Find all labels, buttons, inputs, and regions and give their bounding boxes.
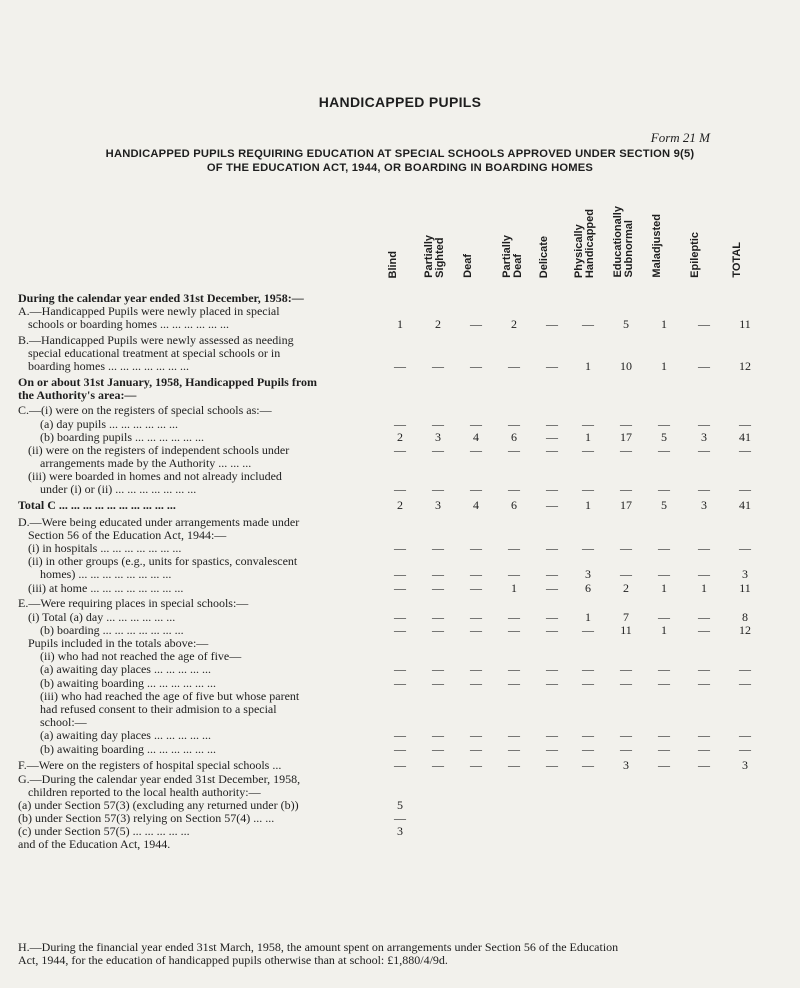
row-label: Section 56 of the Education Act, 1944:— (28, 528, 227, 542)
column-header: Blind (387, 250, 399, 278)
table-cell: — (432, 742, 444, 756)
table-cell: — (658, 482, 670, 496)
table-cell: — (508, 359, 520, 373)
table-cell: 11 (739, 317, 751, 331)
table-cell: — (432, 541, 444, 555)
table-cell: 1 (661, 581, 667, 595)
table-cell: 3 (701, 430, 707, 444)
row-label: had refused consent to their admision to a special (40, 702, 277, 716)
row-label: (iii) who had reached the age of five but whose parent (40, 689, 300, 703)
table-cell: — (394, 742, 406, 756)
row-label: During the calendar year ended 31st December, 1958:— (18, 291, 304, 305)
table-cell: — (432, 662, 444, 676)
row-label: C.—(i) were on the registers of special schools as:— (18, 403, 272, 417)
table-cell: — (739, 662, 751, 676)
table-cell: 1 (397, 317, 403, 331)
row-label: (b) boarding pupils ... ... ... ... ... ... (40, 430, 204, 444)
table-cell: — (470, 359, 482, 373)
table-cell: — (582, 541, 594, 555)
table-cell: — (432, 676, 444, 690)
table-cell: — (698, 317, 710, 331)
table-cell: 3 (701, 498, 707, 512)
table-cell: 1 (661, 623, 667, 637)
table-cell: 41 (739, 498, 751, 512)
table-cell: — (546, 359, 558, 373)
table-cell: 6 (585, 581, 591, 595)
table-cell: 1 (585, 359, 591, 373)
row-label: D.—Were being educated under arrangements made under (18, 515, 300, 529)
row-label: B.—Handicapped Pupils were newly assessed as needing (18, 333, 294, 347)
table-cell: 1 (661, 317, 667, 331)
table-cell: — (698, 758, 710, 772)
table-cell: — (432, 443, 444, 457)
table-cell: — (432, 581, 444, 595)
table-cell: — (698, 359, 710, 373)
row-label: E.—Were requiring places in special schools:— (18, 596, 249, 610)
table-cell: 12 (739, 623, 751, 637)
table-cell: — (582, 728, 594, 742)
table-cell: — (698, 728, 710, 742)
table-cell: — (546, 623, 558, 637)
table-cell: 12 (739, 359, 751, 373)
footer-line-1: H.—During the financial year ended 31st March, 1958, the amount spent on arrangements under Section 56 of the Education (18, 940, 619, 954)
section-g-value: 3 (397, 824, 403, 838)
column-header: Physically Handicapped (573, 208, 596, 278)
table-cell: — (620, 417, 632, 431)
table-cell: — (582, 317, 594, 331)
table-cell: — (698, 482, 710, 496)
row-label: A.—Handicapped Pupils were newly placed in special (18, 304, 280, 318)
table-cell: — (739, 742, 751, 756)
table-cell: — (394, 417, 406, 431)
row-label: (iii) at home ... ... ... ... ... ... ... ... (28, 581, 184, 595)
table-cell: — (620, 443, 632, 457)
table-cell: 1 (661, 359, 667, 373)
table-cell: — (546, 676, 558, 690)
table-cell: 1 (701, 581, 707, 595)
table-cell: 1 (511, 581, 517, 595)
table-cell: — (739, 482, 751, 496)
table-cell: 11 (620, 623, 632, 637)
table-cell: — (546, 417, 558, 431)
table-cell: — (698, 567, 710, 581)
table-cell: 7 (623, 610, 629, 624)
table-cell: — (546, 728, 558, 742)
row-label: (b) awaiting boarding ... ... ... ... ... ... (40, 742, 216, 756)
table-cell: — (698, 443, 710, 457)
table-cell: — (620, 482, 632, 496)
table-cell: — (546, 541, 558, 555)
table-cell: 3 (585, 567, 591, 581)
table-cell: — (739, 541, 751, 555)
row-label: Pupils included in the totals above:— (28, 636, 209, 650)
table-cell: — (658, 728, 670, 742)
table-cell: — (739, 417, 751, 431)
table-cell: — (658, 758, 670, 772)
row-label: (a) awaiting day places ... ... ... ... ... (40, 728, 211, 742)
table-cell: — (432, 610, 444, 624)
table-cell: — (620, 676, 632, 690)
table-cell: — (546, 758, 558, 772)
table-cell: 4 (473, 430, 479, 444)
row-label: (i) Total (a) day ... ... ... ... ... ... (28, 610, 176, 624)
table-cell: 5 (623, 317, 629, 331)
page-heading: HANDICAPPED PUPILS (318, 94, 482, 110)
table-cell: — (470, 742, 482, 756)
row-label: special educational treatment at special schools or in (28, 346, 281, 360)
column-header: Maladjusted (651, 214, 663, 278)
row-label: (b) under Section 57(3) relying on Section 57(4) ... ... (18, 811, 275, 825)
row-label: boarding homes ... ... ... ... ... ... ... (28, 359, 189, 373)
table-cell: — (432, 728, 444, 742)
row-label: G.—During the calendar year ended 31st December, 1958, (18, 772, 301, 786)
table-cell: 10 (620, 359, 632, 373)
table-cell: — (658, 567, 670, 581)
table-cell: 1 (585, 498, 591, 512)
row-label: (a) under Section 57(3) (excluding any returned under (b)) (18, 798, 299, 812)
table-cell: — (508, 417, 520, 431)
table-cell: — (470, 482, 482, 496)
table-cell: — (698, 610, 710, 624)
table-cell: — (508, 610, 520, 624)
table-cell: — (470, 610, 482, 624)
column-header: Delicate (538, 235, 550, 278)
table-cell: — (470, 758, 482, 772)
table-cell: 1 (585, 610, 591, 624)
table-cell: — (394, 541, 406, 555)
table-cell: — (508, 567, 520, 581)
table-cell: — (620, 567, 632, 581)
row-label: children reported to the local health authority:— (28, 785, 261, 799)
table-cell: — (470, 567, 482, 581)
table-cell: 6 (511, 430, 517, 444)
row-label: homes) ... ... ... ... ... ... ... ... (40, 567, 172, 581)
table-cell: — (508, 443, 520, 457)
table-cell: — (508, 676, 520, 690)
table-cell: — (582, 758, 594, 772)
table-cell: — (658, 676, 670, 690)
table-cell: — (394, 567, 406, 581)
table-cell: — (620, 742, 632, 756)
table-cell: — (508, 623, 520, 637)
row-label: (ii) who had not reached the age of five— (40, 649, 242, 663)
table-cell: — (658, 443, 670, 457)
table-cell: — (394, 676, 406, 690)
table-cell: — (698, 417, 710, 431)
table-cell: — (508, 758, 520, 772)
table-cell: — (658, 541, 670, 555)
table-cell: 3 (623, 758, 629, 772)
table-cell: — (739, 676, 751, 690)
row-label: Total C ... ... ... ... ... ... ... ... ... ... (18, 498, 176, 512)
table-cell: 2 (397, 430, 403, 444)
table-cell: — (620, 662, 632, 676)
row-label: (a) day pupils ... ... ... ... ... ... (40, 417, 178, 431)
table-cell: — (658, 662, 670, 676)
form-reference: Form 21 M (650, 130, 710, 145)
table-cell: — (470, 581, 482, 595)
table-cell: — (470, 317, 482, 331)
column-header: Deaf (462, 254, 474, 278)
table-cell: — (658, 610, 670, 624)
column-header: Partially Sighted (423, 235, 446, 278)
row-label: schools or boarding homes ... ... ... ... ... ... (28, 317, 229, 331)
table-cell: — (698, 541, 710, 555)
section-g-value: 5 (397, 798, 403, 812)
footer-line-2: Act, 1944, for the education of handicapped pupils otherwise than at school: £1,880/4/9d. (18, 953, 448, 967)
table-cell: — (582, 443, 594, 457)
table-cell: — (546, 498, 558, 512)
table-cell: — (394, 443, 406, 457)
table-cell: — (508, 541, 520, 555)
row-label: (ii) in other groups (e.g., units for spastics, convalescent (28, 554, 298, 568)
column-header: Educationally Subnormal (612, 206, 635, 278)
row-label: the Authority's area:— (18, 388, 137, 402)
table-cell: — (546, 317, 558, 331)
table-cell: — (508, 728, 520, 742)
table-cell: — (394, 758, 406, 772)
table-cell: 11 (739, 581, 751, 595)
table-cell: 2 (511, 317, 517, 331)
table-cell: — (394, 610, 406, 624)
table-cell: — (582, 623, 594, 637)
row-label: On or about 31st January, 1958, Handicapped Pupils from (18, 375, 317, 389)
table-cell: — (546, 443, 558, 457)
table-cell: — (582, 676, 594, 690)
table-cell: — (470, 443, 482, 457)
table-cell: — (546, 662, 558, 676)
table-cell: — (658, 417, 670, 431)
table-cell: — (620, 728, 632, 742)
table-cell: — (620, 541, 632, 555)
table-cell: — (432, 623, 444, 637)
table-cell: — (432, 482, 444, 496)
row-label: (iii) were boarded in homes and not already included (28, 469, 282, 483)
row-label: and of the Education Act, 1944. (18, 837, 171, 851)
table-title-line-2: OF THE EDUCATION ACT, 1944, OR BOARDING IN BOARDING HOMES (206, 162, 594, 174)
row-label: (a) awaiting day places ... ... ... ... ... (40, 662, 211, 676)
row-label: under (i) or (ii) ... ... ... ... ... ... ... (40, 482, 197, 496)
table-cell: — (470, 728, 482, 742)
table-cell: — (698, 676, 710, 690)
table-cell: — (582, 742, 594, 756)
table-cell: 6 (511, 498, 517, 512)
table-cell: 4 (473, 498, 479, 512)
table-cell: — (739, 443, 751, 457)
table-cell: 5 (661, 430, 667, 444)
table-cell: 2 (623, 581, 629, 595)
table-cell: 17 (620, 430, 632, 444)
table-cell: — (698, 623, 710, 637)
table-cell: 3 (435, 430, 441, 444)
table-cell: 2 (397, 498, 403, 512)
table-cell: — (432, 758, 444, 772)
row-label: (b) boarding ... ... ... ... ... ... ... (40, 623, 184, 637)
row-label: (ii) were on the registers of independent schools under (28, 443, 290, 457)
column-header: Epileptic (689, 232, 701, 278)
table-cell: — (582, 417, 594, 431)
row-label: F.—Were on the registers of hospital special schools ... (18, 758, 282, 772)
table-title-line-1: HANDICAPPED PUPILS REQUIRING EDUCATION AT SPECIAL SCHOOLS APPROVED UNDER SECTION 9(5) (105, 148, 695, 160)
table-cell: 17 (620, 498, 632, 512)
table-cell: — (470, 417, 482, 431)
table-cell: — (546, 581, 558, 595)
column-header: Partially Deaf (501, 235, 524, 278)
table-cell: 3 (742, 758, 748, 772)
table-cell: — (394, 482, 406, 496)
table-cell: 8 (742, 610, 748, 624)
table-cell: 1 (585, 430, 591, 444)
table-cell: — (698, 662, 710, 676)
table-cell: — (432, 417, 444, 431)
row-label: arrangements made by the Authority ... ... ... (40, 456, 252, 470)
row-label: (c) under Section 57(5) ... ... ... ... ... (18, 824, 190, 838)
table-cell: — (546, 610, 558, 624)
table-cell: — (394, 581, 406, 595)
table-cell: — (698, 742, 710, 756)
section-g-value: — (394, 811, 406, 825)
column-header: TOTAL (731, 242, 743, 278)
table-cell: — (508, 742, 520, 756)
table-cell: 41 (739, 430, 751, 444)
table-cell: 2 (435, 317, 441, 331)
row-label: (b) awaiting boarding ... ... ... ... ... ... (40, 676, 216, 690)
table-cell: — (394, 623, 406, 637)
table-cell: — (546, 742, 558, 756)
table-cell: — (582, 662, 594, 676)
table-cell: — (432, 359, 444, 373)
table-cell: — (470, 676, 482, 690)
table-cell: — (582, 482, 594, 496)
table-cell: — (508, 482, 520, 496)
table-cell: — (394, 662, 406, 676)
table-cell: — (470, 662, 482, 676)
table-cell: — (739, 728, 751, 742)
table-cell: — (470, 541, 482, 555)
table-cell: 5 (661, 498, 667, 512)
table-cell: — (546, 567, 558, 581)
table-cell: — (658, 742, 670, 756)
row-label: school:— (40, 715, 87, 729)
row-label: (i) in hospitals ... ... ... ... ... ... ... (28, 541, 182, 555)
table-cell: — (470, 623, 482, 637)
table-cell: — (508, 662, 520, 676)
table-cell: — (546, 482, 558, 496)
table-cell: 3 (435, 498, 441, 512)
table-cell: — (394, 359, 406, 373)
table-cell: 3 (742, 567, 748, 581)
table-cell: — (546, 430, 558, 444)
table-cell: — (394, 728, 406, 742)
table-cell: — (432, 567, 444, 581)
